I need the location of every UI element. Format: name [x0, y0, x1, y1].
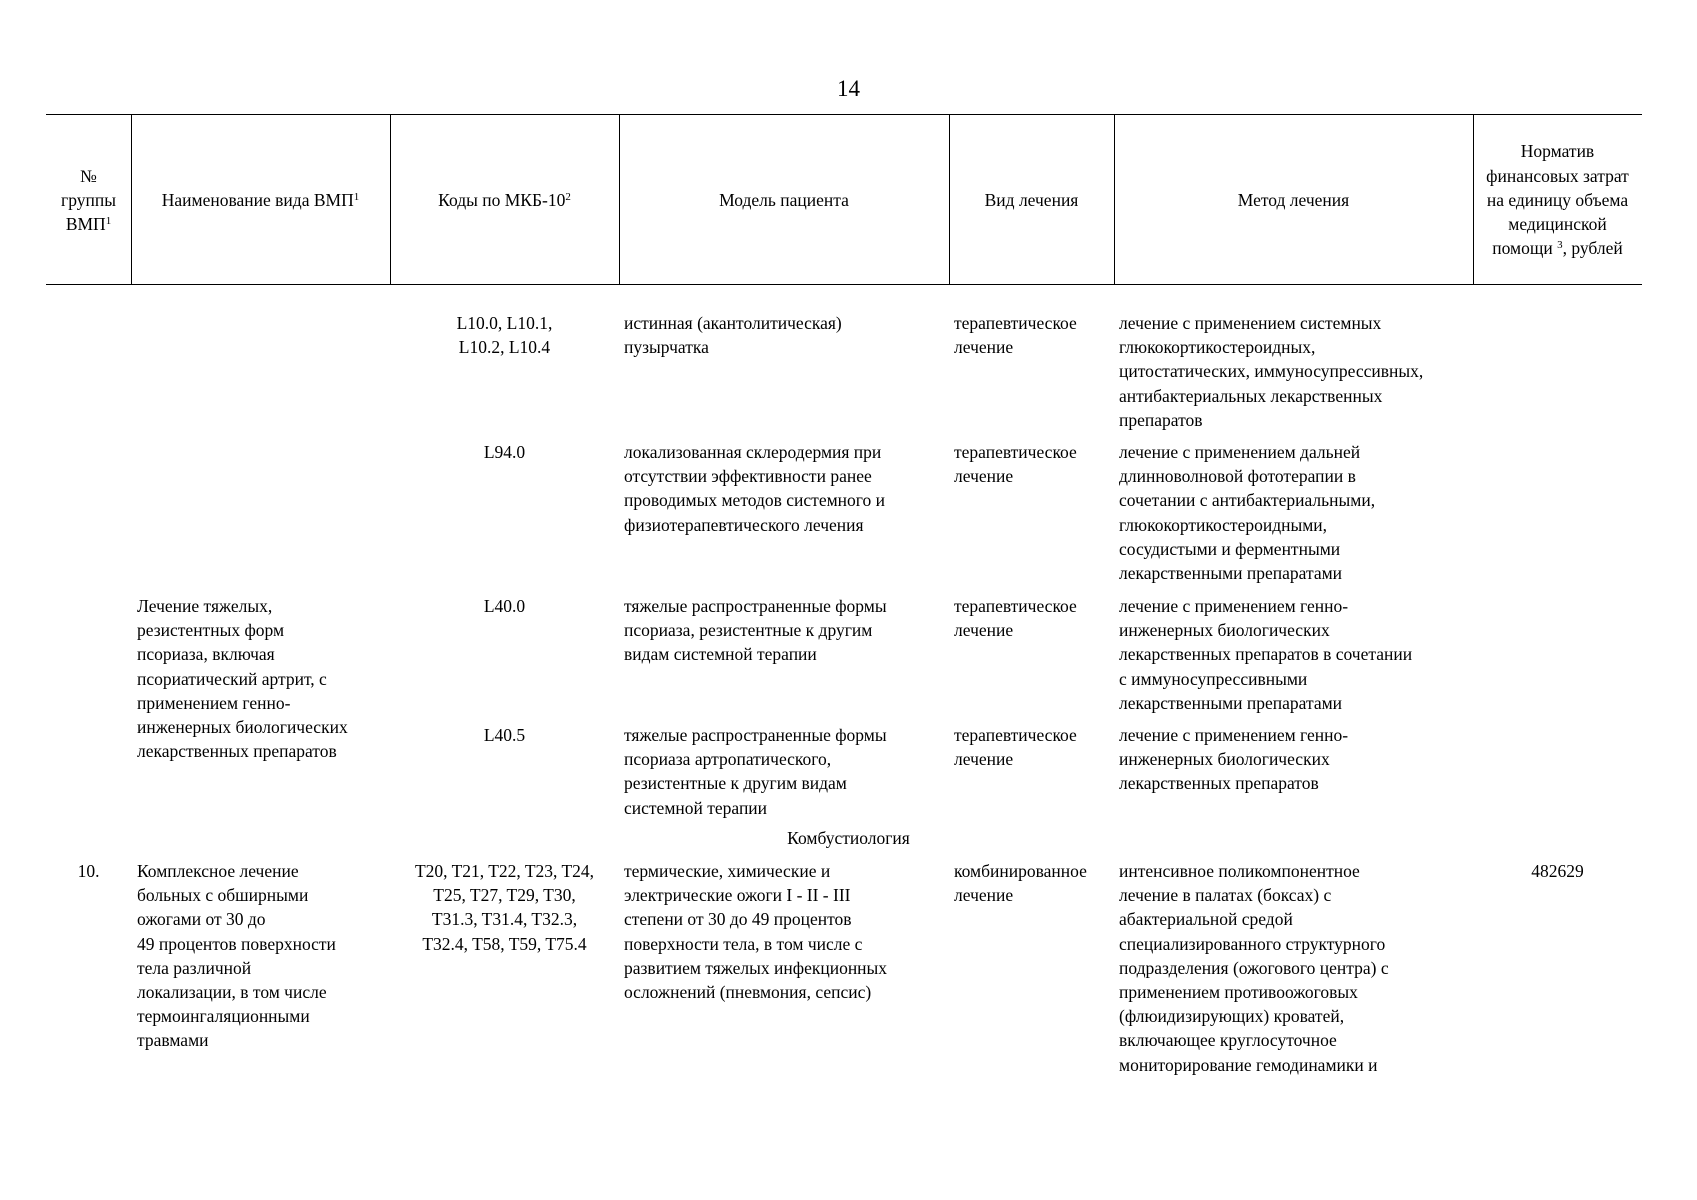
header-group-number: № группы ВМП$^1$: [61, 165, 116, 235]
patient-model-cell: термические, химические и электрические ожоги I - II - III степени от 30 до 49 процентов поверхности тела, в том числе с развитием тяжелых инфекционных осложнений (пневмония, сепсис): [624, 861, 888, 1003]
treatment-method-cell: лечение с применением генно- инженерных биологических лекарственных препаратов: [1119, 725, 1349, 794]
icd-codes-cell: T20, T21, T22, T23, T24, T25, T27, T29, T30, T31.3, T31.4, T32.3, T32.4, T58, T59, T75.4: [414, 861, 595, 954]
treatment-method-cell: лечение с применением генно- инженерных биологических лекарственных препаратов в сочетании с иммуносупрессивными лекарственными препаратами: [1119, 596, 1413, 713]
treatment-method-cell: лечение с применением системных глюкокортикостероидных, цитостатических, иммуносупрессивных, антибактериальных лекарственных препаратов: [1119, 313, 1424, 430]
treatment-kind-cell: комбинированное лечение: [954, 861, 1087, 906]
patient-model-cell: локализованная склеродермия при отсутствии эффективности ранее проводимых методов системного и физиотерапевтического лечения: [624, 442, 886, 535]
header-cost-norm: Норматив финансовых затрат на единицу объема медицинской помощи $^3$, рублей: [1486, 141, 1629, 259]
icd-codes-cell: L40.0: [483, 596, 526, 616]
treatment-kind-cell: терапевтическое лечение: [954, 313, 1077, 358]
patient-model-cell: истинная (акантолитическая) пузырчатка: [624, 313, 842, 358]
cost-norm-cell: 482629: [1531, 861, 1584, 881]
treatment-kind-cell: терапевтическое лечение: [954, 596, 1077, 641]
header-treatment-kind: Вид лечения: [984, 189, 1079, 210]
vmp-name-cell: Комплексное лечение больных с обширными ожогами от 30 до 49 процентов поверхности тела различной локализации, в том числе термоингаляционными травмами: [137, 861, 336, 1051]
section-title: Комбустиология: [787, 828, 910, 848]
icd-codes-cell: L94.0: [483, 442, 526, 462]
header-icd-codes: Коды по МКБ-$10^2$: [438, 189, 571, 210]
header-vmp-name: Наименование вида ВМП$^1$: [161, 189, 360, 210]
icd-codes-cell: L40.5: [483, 725, 526, 745]
treatment-kind-cell: терапевтическое лечение: [954, 442, 1077, 487]
header-patient-model: Модель пациента: [719, 189, 849, 210]
treatment-method-cell: интенсивное поликомпонентное лечение в палатах (боксах) с абактериальной средой специализированного структурного подразделения (ожогового центра) с применением противоожоговых (флюидизирующих) кроватей, включающее круглосуточное мониторирование гемодинамики и: [1119, 861, 1389, 1075]
treatment-kind-cell: терапевтическое лечение: [954, 725, 1077, 770]
group-number-cell: 10.: [77, 861, 100, 881]
patient-model-cell: тяжелые распространенные формы псориаза артропатического, резистентные к другим видам системной терапии: [624, 725, 887, 818]
treatment-method-cell: лечение с применением дальней длинноволновой фототерапии в сочетании с антибактериальными, глюкокортикостероидными, сосудистыми и ферментными лекарственными препаратами: [1119, 442, 1376, 584]
page-number: 14: [837, 76, 860, 101]
header-treatment-method: Метод лечения: [1237, 189, 1350, 210]
vmp-name-cell: Лечение тяжелых, резистентных форм псориаза, включая псориатический артрит, с применением генно- инженерных биологических лекарственных препаратов: [137, 596, 348, 762]
patient-model-cell: тяжелые распространенные формы псориаза, резистентные к другим видам системной терапии: [624, 596, 887, 665]
icd-codes-cell: L10.0, L10.1, L10.2, L10.4: [456, 313, 553, 358]
